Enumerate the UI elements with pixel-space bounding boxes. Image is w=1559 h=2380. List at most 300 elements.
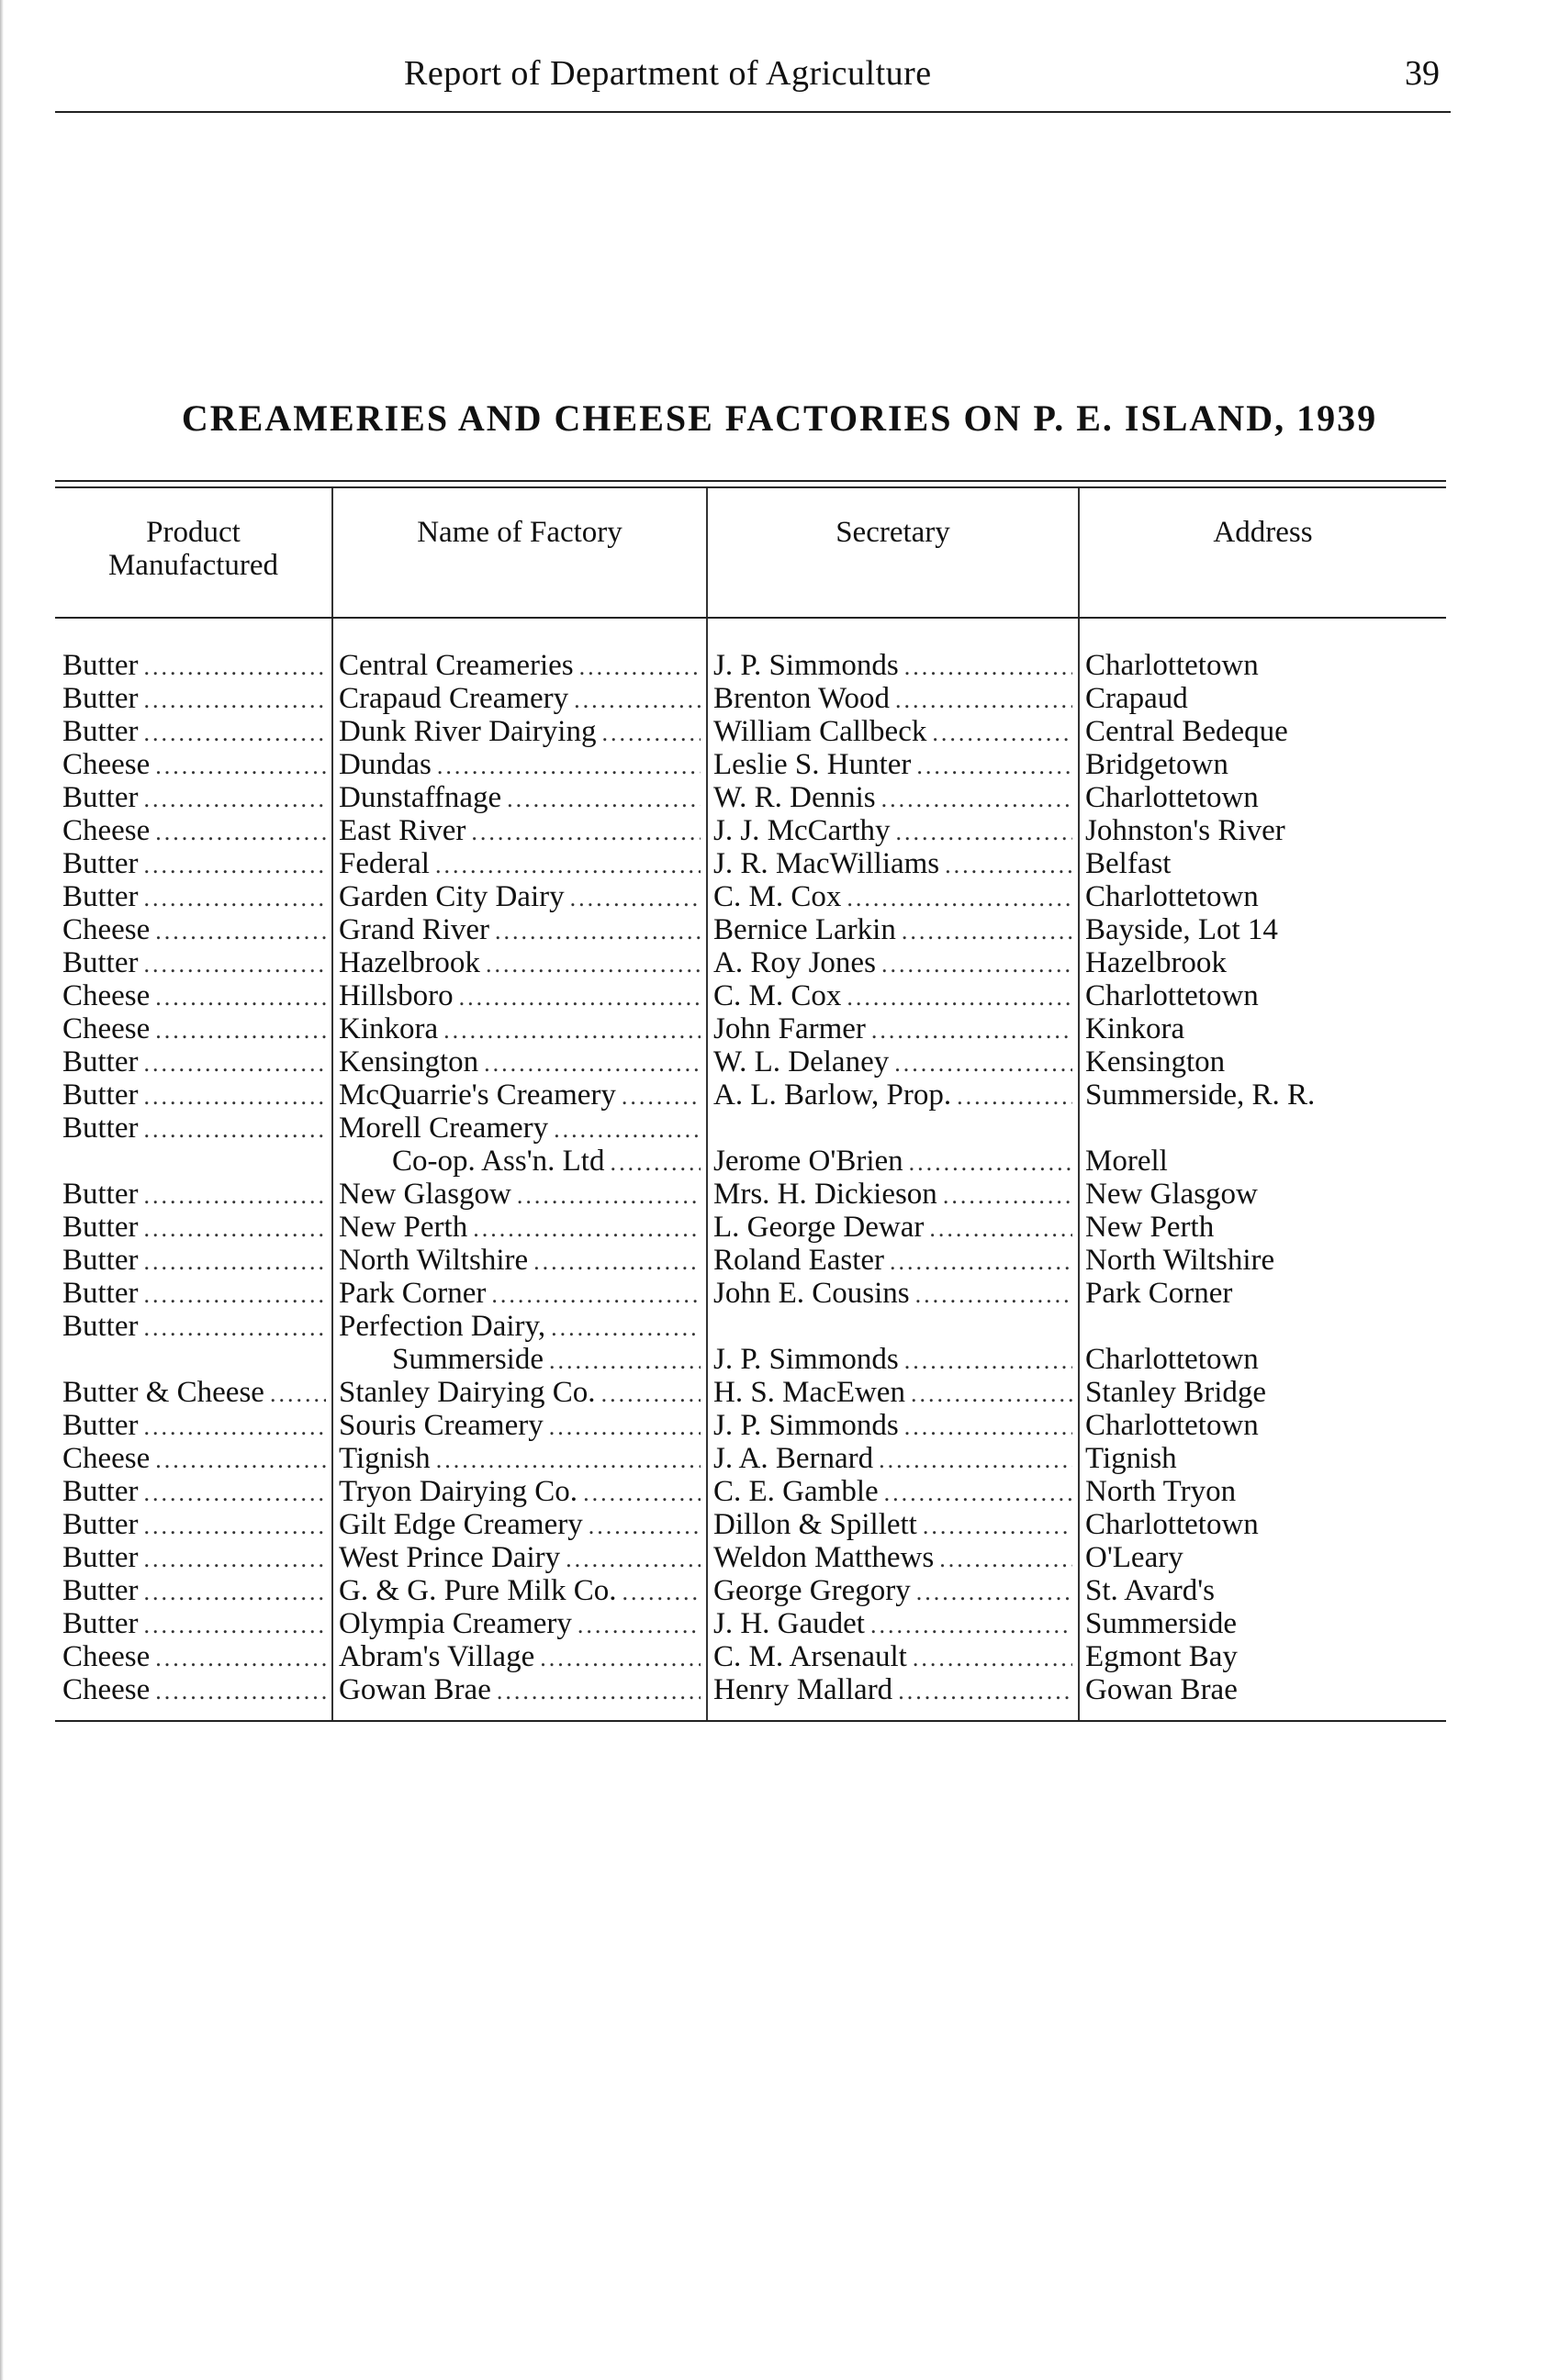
- cell-factory: [332, 1674, 707, 1720]
- cell-secretary: [707, 848, 1079, 881]
- cell-secretary-text: J. J. McCarthy: [713, 815, 891, 847]
- cell-address: [1079, 980, 1446, 1013]
- cell-secretary: [707, 749, 1079, 782]
- cell-address-text: Park Corner: [1085, 1278, 1233, 1310]
- cell-secretary-text: William Callbeck: [713, 716, 927, 748]
- cell-product: [55, 1013, 332, 1046]
- table-row: [55, 1608, 1446, 1641]
- table-row: [55, 1443, 1446, 1476]
- dot-leader: [847, 982, 1072, 1013]
- dot-leader: [471, 817, 701, 848]
- table-row: [55, 1377, 1446, 1410]
- cell-address: [1079, 1443, 1446, 1476]
- dot-leader: [143, 883, 326, 914]
- cell-product-text: Butter: [62, 649, 139, 682]
- dot-leader: [601, 1379, 701, 1410]
- cell-factory: [332, 947, 707, 980]
- cell-secretary-text: J. P. Simmonds: [713, 1410, 899, 1442]
- cell-address: [1079, 1013, 1446, 1046]
- dot-leader: [902, 916, 1072, 947]
- cell-secretary: [707, 1575, 1079, 1608]
- page-edge-shadow: [0, 0, 4, 2380]
- cell-secretary: [707, 1145, 1079, 1179]
- dot-leader: [881, 784, 1072, 815]
- cell-address: [1079, 1377, 1446, 1410]
- cell-secretary-text: Bernice Larkin: [713, 914, 896, 946]
- cell-factory: [332, 619, 707, 683]
- dot-leader: [610, 1147, 701, 1179]
- page-number: 39: [1405, 54, 1440, 93]
- cell-factory: [332, 1344, 707, 1377]
- cell-secretary: [707, 815, 1079, 848]
- cell-product-text: Cheese: [62, 914, 151, 946]
- dot-leader: [549, 1346, 701, 1377]
- cell-product: [55, 1079, 332, 1112]
- cell-product-text: Cheese: [62, 1443, 151, 1475]
- cell-secretary-text: W. L. Delaney: [713, 1046, 890, 1078]
- dot-leader: [549, 1412, 701, 1443]
- cell-secretary: [707, 881, 1079, 914]
- table-row: [55, 683, 1446, 716]
- cell-product-text: Butter: [62, 1542, 139, 1574]
- cell-product-text: Cheese: [62, 1641, 151, 1673]
- cell-secretary-text: C. E. Gamble: [713, 1476, 879, 1508]
- cell-factory-text: Dunstaffnage: [339, 782, 502, 814]
- cell-product-text: Butter: [62, 782, 139, 814]
- cell-address-text: Crapaud: [1085, 683, 1188, 715]
- dot-leader: [143, 652, 326, 683]
- table-row: [55, 881, 1446, 914]
- cell-secretary-text: J. P. Simmonds: [713, 649, 899, 682]
- cell-factory: [332, 1410, 707, 1443]
- cell-factory-text: New Perth: [339, 1212, 468, 1244]
- cell-factory-text: Hillsboro: [339, 980, 454, 1012]
- column-header-product-line1: Product: [146, 516, 241, 549]
- cell-address: [1079, 1476, 1446, 1509]
- table-row: [55, 980, 1446, 1013]
- cell-product: [55, 1674, 332, 1720]
- dot-leader: [909, 1147, 1072, 1179]
- cell-address: [1079, 683, 1446, 716]
- cell-secretary-text: Henry Mallard: [713, 1674, 893, 1706]
- cell-secretary: [707, 1641, 1079, 1674]
- dot-leader: [879, 1445, 1072, 1476]
- table-row: [55, 1013, 1446, 1046]
- cell-factory-text: Summerside: [392, 1344, 544, 1376]
- cell-secretary: [707, 619, 1079, 683]
- dot-leader: [916, 751, 1072, 782]
- table-row: [55, 848, 1446, 881]
- cell-secretary: [707, 1278, 1079, 1311]
- cell-factory: [332, 1641, 707, 1674]
- cell-address: [1079, 716, 1446, 749]
- cell-factory: [332, 914, 707, 947]
- cell-factory: [332, 1575, 707, 1608]
- header-rule: [55, 111, 1451, 113]
- dot-leader: [578, 1610, 701, 1641]
- cell-product: [55, 947, 332, 980]
- cell-factory: [332, 980, 707, 1013]
- dot-leader: [143, 784, 326, 815]
- dot-leader: [143, 718, 326, 749]
- cell-factory-text: Hazelbrook: [339, 947, 480, 979]
- dot-leader: [622, 1081, 701, 1112]
- cell-factory: [332, 1112, 707, 1145]
- creameries-table: [55, 488, 1446, 617]
- cell-factory-text: McQuarrie's Creamery: [339, 1079, 616, 1112]
- dot-leader: [904, 1412, 1072, 1443]
- table-row: [55, 1542, 1446, 1575]
- table-title: CREAMERIES AND CHEESE FACTORIES ON P. E. ISLAND, 1939: [181, 397, 1378, 439]
- cell-secretary: [707, 1245, 1079, 1278]
- dot-leader: [540, 1643, 701, 1674]
- dot-leader: [915, 1279, 1072, 1311]
- cell-factory-text: Crapaud Creamery: [339, 683, 569, 715]
- cell-product: [55, 1509, 332, 1542]
- dot-leader: [491, 1279, 701, 1311]
- cell-secretary: [707, 1311, 1079, 1344]
- dot-leader: [923, 1511, 1072, 1542]
- column-header-product-line2: Manufactured: [107, 549, 279, 582]
- cell-factory: [332, 716, 707, 749]
- dot-leader: [155, 1445, 326, 1476]
- dot-leader: [847, 883, 1072, 914]
- cell-factory: [332, 1311, 707, 1344]
- cell-factory-text: Dundas: [339, 749, 432, 781]
- cell-factory: [332, 1542, 707, 1575]
- cell-product: [55, 1311, 332, 1344]
- cell-address-text: Egmont Bay: [1085, 1641, 1238, 1673]
- table-row: [55, 749, 1446, 782]
- cell-product: [55, 1179, 332, 1212]
- cell-secretary-text: George Gregory: [713, 1575, 911, 1607]
- cell-address: [1079, 1179, 1446, 1212]
- cell-address-text: St. Avard's: [1085, 1575, 1216, 1607]
- cell-secretary: [707, 1608, 1079, 1641]
- cell-address-text: Johnston's River: [1085, 815, 1285, 847]
- cell-factory: [332, 1013, 707, 1046]
- dot-leader: [155, 916, 326, 947]
- dot-leader: [155, 982, 326, 1013]
- creameries-table-wrapper: [55, 480, 1446, 1722]
- cell-secretary-text: A. Roy Jones: [713, 947, 876, 979]
- cell-factory: [332, 1509, 707, 1542]
- cell-secretary: [707, 683, 1079, 716]
- cell-factory: [332, 1079, 707, 1112]
- cell-secretary-text: Leslie S. Hunter: [713, 749, 912, 781]
- dot-leader: [898, 1676, 1072, 1707]
- dot-leader: [896, 817, 1073, 848]
- cell-factory: [332, 749, 707, 782]
- cell-product-text: Butter: [62, 1079, 139, 1112]
- dot-leader: [143, 949, 326, 980]
- table-row: [55, 1179, 1446, 1212]
- dot-leader: [517, 1180, 701, 1212]
- dot-leader: [932, 718, 1072, 749]
- cell-factory: [332, 1245, 707, 1278]
- dot-leader: [143, 1577, 326, 1608]
- cell-product-text: Cheese: [62, 1674, 151, 1706]
- cell-address-text: Charlottetown: [1085, 980, 1259, 1012]
- dot-leader: [143, 1279, 326, 1311]
- cell-address-text: Charlottetown: [1085, 881, 1259, 913]
- cell-address: [1079, 1410, 1446, 1443]
- dot-leader: [143, 1081, 326, 1112]
- cell-product-text: Butter: [62, 1410, 139, 1442]
- dot-leader: [143, 685, 326, 716]
- table-row: [55, 1212, 1446, 1245]
- cell-product-text: Cheese: [62, 749, 151, 781]
- cell-address-text: Charlottetown: [1085, 1509, 1259, 1541]
- cell-product-text: Butter: [62, 1476, 139, 1508]
- cell-address-text: Kensington: [1085, 1046, 1226, 1078]
- cell-address: [1079, 1212, 1446, 1245]
- dot-leader: [143, 850, 326, 881]
- cell-factory-text: North Wiltshire: [339, 1245, 529, 1277]
- cell-product: [55, 980, 332, 1013]
- dot-leader: [939, 1544, 1072, 1575]
- dot-leader: [143, 1478, 326, 1509]
- cell-factory: [332, 1278, 707, 1311]
- cell-factory-text: Souris Creamery: [339, 1410, 544, 1442]
- dot-leader: [554, 1114, 701, 1145]
- dot-leader: [570, 883, 701, 914]
- cell-factory-text: Perfection Dairy,: [339, 1311, 546, 1343]
- table-row: [55, 1509, 1446, 1542]
- cell-factory-text: Stanley Dairying Co.: [339, 1377, 596, 1409]
- cell-secretary: [707, 1046, 1079, 1079]
- cell-product-text: Butter: [62, 1212, 139, 1244]
- cell-address-text: New Glasgow: [1085, 1179, 1258, 1211]
- cell-product-text: Butter: [62, 1311, 139, 1343]
- cell-secretary: [707, 1443, 1079, 1476]
- cell-factory-text: Federal: [339, 848, 430, 880]
- dot-leader: [495, 916, 701, 947]
- cell-factory-text: Morell Creamery: [339, 1112, 549, 1145]
- cell-factory-text: East River: [339, 815, 466, 847]
- cell-factory: [332, 881, 707, 914]
- cell-address-text: Bridgetown: [1085, 749, 1228, 781]
- cell-secretary: [707, 782, 1079, 815]
- cell-address: [1079, 1344, 1446, 1377]
- table-row: [55, 1311, 1446, 1344]
- dot-leader: [155, 1643, 326, 1674]
- cell-secretary-text: Jerome O'Brien: [713, 1145, 903, 1178]
- cell-product-text: Butter: [62, 683, 139, 715]
- cell-secretary-text: H. S. MacEwen: [713, 1377, 905, 1409]
- cell-factory-text: G. & G. Pure Milk Co.: [339, 1575, 617, 1607]
- cell-address-text: O'Leary: [1085, 1542, 1183, 1574]
- cell-address-text: Central Bedeque: [1085, 716, 1288, 748]
- cell-factory: [332, 683, 707, 716]
- dot-leader: [143, 1412, 326, 1443]
- table-row: [55, 1476, 1446, 1509]
- cell-factory-text: Abram's Village: [339, 1641, 535, 1673]
- cell-address-text: Morell: [1085, 1145, 1168, 1178]
- cell-secretary: [707, 1079, 1079, 1112]
- cell-address-text: North Tryon: [1085, 1476, 1237, 1508]
- dot-leader: [890, 1246, 1072, 1278]
- table-row: [55, 1046, 1446, 1079]
- cell-product-text: Butter: [62, 716, 139, 748]
- dot-leader: [871, 1015, 1072, 1046]
- cell-address: [1079, 619, 1446, 683]
- dot-leader: [533, 1246, 701, 1278]
- cell-factory-text: New Glasgow: [339, 1179, 511, 1211]
- cell-address-text: Charlottetown: [1085, 782, 1259, 814]
- table-row: [55, 1079, 1446, 1112]
- cell-product: [55, 1410, 332, 1443]
- cell-address: [1079, 914, 1446, 947]
- cell-product: [55, 1641, 332, 1674]
- cell-address: [1079, 1079, 1446, 1112]
- dot-leader: [870, 1610, 1072, 1641]
- dot-leader: [484, 1048, 701, 1079]
- dot-leader: [589, 1511, 701, 1542]
- cell-address-text: Summerside: [1085, 1608, 1237, 1640]
- table-row: [55, 1410, 1446, 1443]
- cell-secretary-text: J. A. Bernard: [713, 1443, 874, 1475]
- cell-secretary-text: A. L. Barlow, Prop.: [713, 1079, 952, 1112]
- cell-product-text: Cheese: [62, 1013, 151, 1045]
- cell-address-text: Tignish: [1085, 1443, 1177, 1475]
- table-row: [55, 947, 1446, 980]
- cell-product: [55, 1145, 332, 1179]
- cell-address: [1079, 1575, 1446, 1608]
- cell-factory-text: Kinkora: [339, 1013, 439, 1045]
- cell-product: [55, 782, 332, 815]
- column-header-product: [55, 488, 332, 617]
- cell-secretary-text: C. M. Cox: [713, 980, 842, 1012]
- dot-leader: [270, 1379, 326, 1410]
- cell-product: [55, 1046, 332, 1079]
- dot-leader: [443, 1015, 701, 1046]
- table-row: [55, 914, 1446, 947]
- dot-leader: [566, 1544, 701, 1575]
- dot-leader: [143, 1213, 326, 1245]
- cell-factory: [332, 782, 707, 815]
- cell-secretary: [707, 1674, 1079, 1720]
- cell-product-text: Butter: [62, 1575, 139, 1607]
- dot-leader: [895, 685, 1072, 716]
- dot-leader: [143, 1313, 326, 1344]
- cell-product: [55, 1476, 332, 1509]
- cell-secretary: [707, 1112, 1079, 1145]
- cell-secretary-text: Dillon & Spillett: [713, 1509, 917, 1541]
- cell-product-text: Cheese: [62, 980, 151, 1012]
- dot-leader: [155, 1015, 326, 1046]
- cell-address: [1079, 1608, 1446, 1641]
- cell-factory-text: Garden City Dairy: [339, 881, 565, 913]
- table-row: [55, 716, 1446, 749]
- dot-leader: [143, 1544, 326, 1575]
- table-row: [55, 1344, 1446, 1377]
- dot-leader: [155, 1676, 326, 1707]
- cell-address-text: New Perth: [1085, 1212, 1215, 1244]
- cell-product: [55, 881, 332, 914]
- cell-secretary-text: Brenton Wood: [713, 683, 890, 715]
- cell-address: [1079, 1145, 1446, 1179]
- cell-product: [55, 1443, 332, 1476]
- cell-product: [55, 1278, 332, 1311]
- column-header-secretary: Secretary: [707, 488, 1079, 617]
- cell-product-text: Butter: [62, 1046, 139, 1078]
- cell-secretary: [707, 1179, 1079, 1212]
- cell-factory-text: Tryon Dairying Co.: [339, 1476, 578, 1508]
- cell-address-text: Belfast: [1085, 848, 1172, 880]
- dot-leader: [143, 1114, 326, 1145]
- cell-product-text: Butter: [62, 1112, 139, 1145]
- table-body: [55, 619, 1446, 1720]
- cell-address: [1079, 1046, 1446, 1079]
- dot-leader: [551, 1313, 701, 1344]
- cell-factory: [332, 1476, 707, 1509]
- table-row: [55, 1245, 1446, 1278]
- cell-address: [1079, 1674, 1446, 1720]
- cell-product: [55, 683, 332, 716]
- cell-product-text: Butter: [62, 881, 139, 913]
- cell-factory-text: Gowan Brae: [339, 1674, 491, 1706]
- cell-factory-text: Central Creameries: [339, 649, 574, 682]
- column-header-address: Address: [1079, 488, 1446, 617]
- cell-factory: [332, 1377, 707, 1410]
- cell-address-text: Charlottetown: [1085, 1344, 1259, 1376]
- cell-product: [55, 914, 332, 947]
- cell-product: [55, 1377, 332, 1410]
- cell-address: [1079, 1278, 1446, 1311]
- cell-product: [55, 1212, 332, 1245]
- cell-secretary-text: John Farmer: [713, 1013, 866, 1045]
- dot-leader: [143, 1048, 326, 1079]
- cell-secretary: [707, 1542, 1079, 1575]
- table-row: [55, 1112, 1446, 1145]
- table-row: [55, 1575, 1446, 1608]
- cell-secretary-text: Roland Easter: [713, 1245, 885, 1277]
- cell-factory-text: Dunk River Dairying: [339, 716, 597, 748]
- dot-leader: [155, 817, 326, 848]
- dot-leader: [957, 1081, 1072, 1112]
- cell-address-text: Charlottetown: [1085, 649, 1259, 682]
- cell-address: [1079, 1509, 1446, 1542]
- cell-address: [1079, 1641, 1446, 1674]
- dot-leader: [904, 652, 1072, 683]
- cell-product: [55, 716, 332, 749]
- cell-product: [55, 1575, 332, 1608]
- cell-address-text: Bayside, Lot 14: [1085, 914, 1278, 946]
- cell-factory-text: Co-op. Ass'n. Ltd: [392, 1145, 605, 1178]
- table-row: [55, 1674, 1446, 1720]
- cell-product-text: Butter: [62, 1509, 139, 1541]
- table-row: [55, 1145, 1446, 1179]
- cell-secretary-text: J. R. MacWilliams: [713, 848, 940, 880]
- cell-secretary: [707, 716, 1079, 749]
- cell-secretary: [707, 1344, 1079, 1377]
- cell-address: [1079, 1245, 1446, 1278]
- cell-secretary-text: C. M. Cox: [713, 881, 842, 913]
- dot-leader: [894, 1048, 1072, 1079]
- running-title: Report of Department of Agriculture: [404, 54, 932, 93]
- cell-address-text: Summerside, R. R.: [1085, 1079, 1316, 1112]
- table-row: [55, 815, 1446, 848]
- creameries-table-body: [55, 619, 1446, 1720]
- cell-address: [1079, 749, 1446, 782]
- cell-secretary-text: J. H. Gaudet: [713, 1608, 865, 1640]
- cell-address: [1079, 815, 1446, 848]
- dot-leader: [507, 784, 701, 815]
- cell-secretary: [707, 1509, 1079, 1542]
- cell-address-text: Stanley Bridge: [1085, 1377, 1267, 1409]
- cell-address: [1079, 1542, 1446, 1575]
